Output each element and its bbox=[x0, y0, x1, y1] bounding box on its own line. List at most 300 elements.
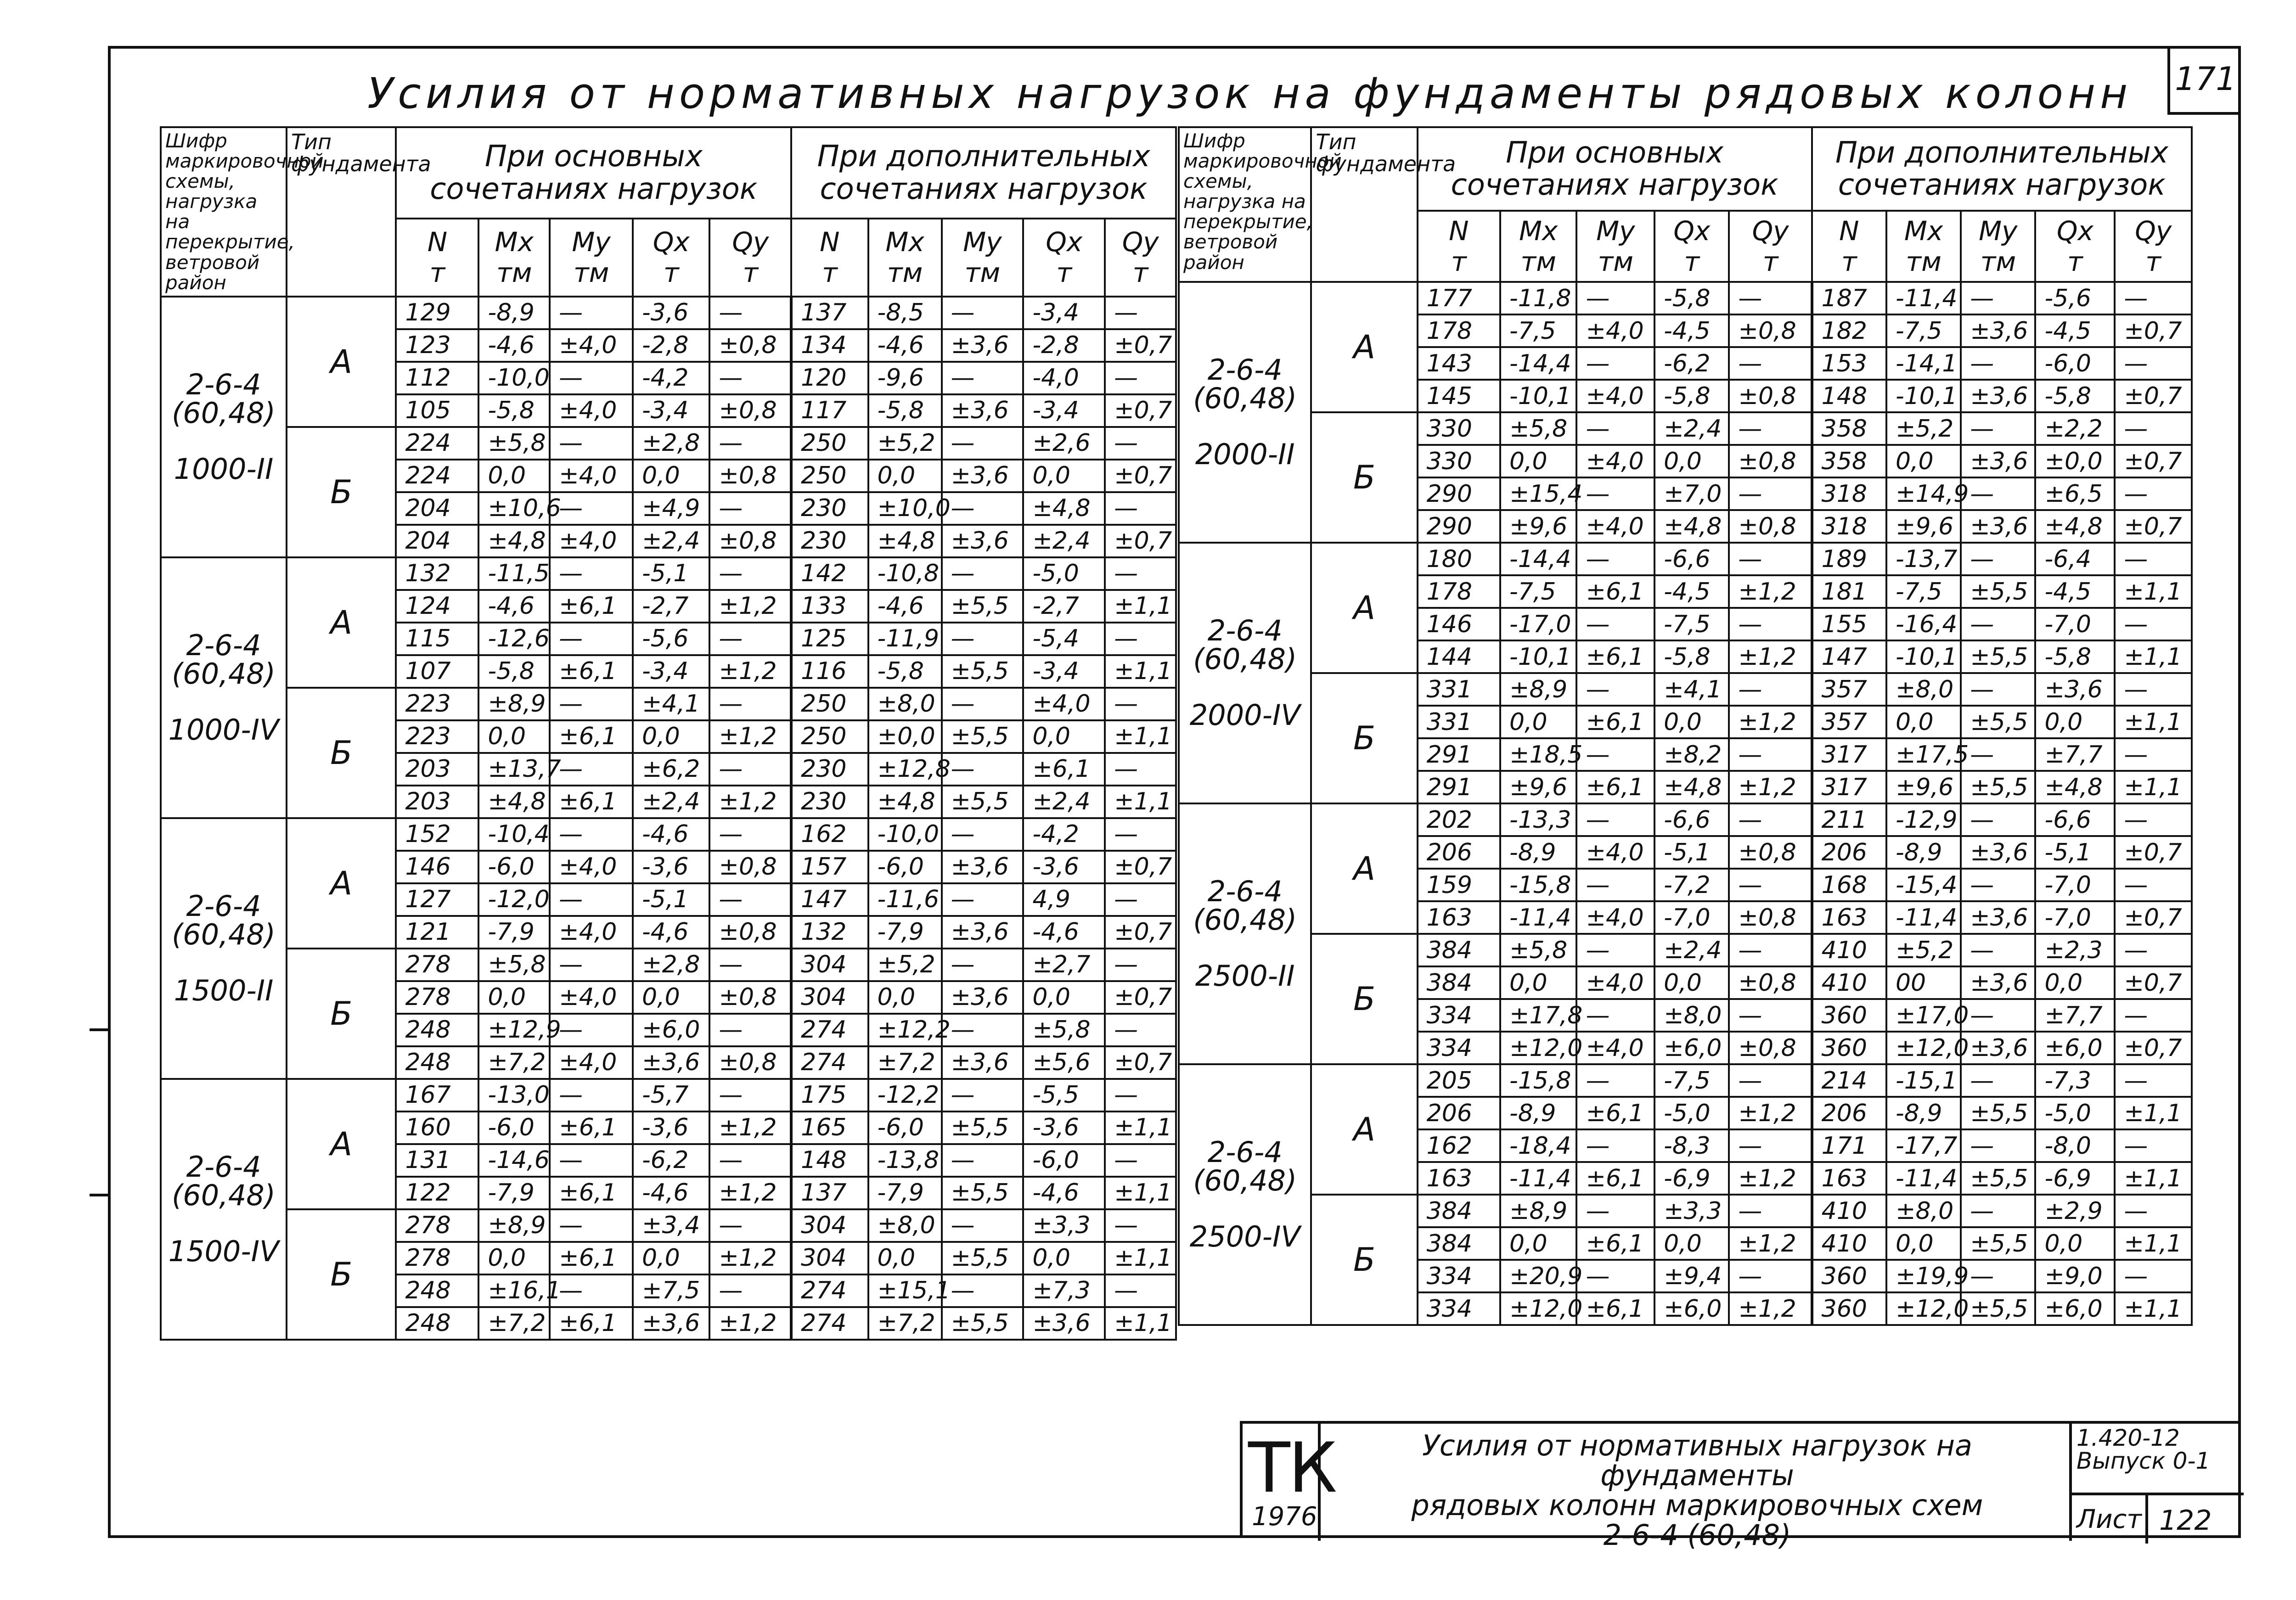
table-cell: 121 bbox=[396, 916, 478, 949]
table-cell: -6,0 bbox=[868, 851, 942, 883]
header-col-unit: тм bbox=[573, 257, 609, 288]
table-cell: ±0,7 bbox=[1105, 1046, 1176, 1079]
table-cell: 304 bbox=[791, 949, 868, 981]
table-cell: -12,6 bbox=[478, 623, 550, 655]
header-col-mx bbox=[1500, 211, 1577, 282]
table-cell: — bbox=[1105, 557, 1176, 590]
table-cell: ±6,0 bbox=[1654, 1032, 1729, 1064]
header-col-name: Mx bbox=[1519, 215, 1558, 247]
table-cell: ±1,2 bbox=[709, 590, 791, 623]
table-cell: -3,6 bbox=[633, 1112, 709, 1144]
row-group-label bbox=[161, 557, 287, 818]
table-cell: -4,5 bbox=[1654, 314, 1729, 347]
table-cell: — bbox=[942, 1014, 1024, 1046]
header-col-unit: тм bbox=[1980, 246, 2016, 277]
table-cell: -3,6 bbox=[1023, 851, 1105, 883]
table-cell: — bbox=[1729, 934, 1812, 966]
table-cell: — bbox=[1961, 999, 2035, 1032]
table-cell: ±5,8 bbox=[478, 949, 550, 981]
table-cell: ±0,7 bbox=[1105, 525, 1176, 557]
table-cell: ±4,8 bbox=[2035, 510, 2115, 543]
table-cell: — bbox=[1729, 738, 1812, 771]
row-group-label bbox=[161, 297, 287, 557]
table-cell: ±4,0 bbox=[1023, 688, 1105, 720]
table-cell: 250 bbox=[791, 720, 868, 753]
table-cell: — bbox=[550, 1014, 633, 1046]
table-cell: -5,8 bbox=[1654, 640, 1729, 673]
header-col-unit: т bbox=[743, 257, 759, 288]
table-cell: 162 bbox=[1418, 1129, 1500, 1162]
table-cell: -4,6 bbox=[1023, 916, 1105, 949]
table-cell: — bbox=[550, 557, 633, 590]
table-cell: ±12,0 bbox=[1500, 1032, 1577, 1064]
header-col-name: N bbox=[820, 226, 840, 258]
table-cell: — bbox=[942, 1274, 1024, 1307]
table-cell: 384 bbox=[1418, 934, 1500, 966]
table-cell: -9,6 bbox=[868, 362, 942, 394]
table-cell: — bbox=[2115, 1260, 2192, 1292]
table-cell: ±4,0 bbox=[1576, 380, 1654, 412]
table-cell: ±4,0 bbox=[550, 460, 633, 492]
table-cell: 189 bbox=[1812, 543, 1886, 575]
header-col-name: Qy bbox=[1752, 215, 1789, 247]
desc-line-2: рядовых колонн маркировочных схем bbox=[1411, 1488, 1983, 1522]
table-cell: ±0,7 bbox=[1105, 851, 1176, 883]
table-cell: 116 bbox=[791, 655, 868, 688]
table-cell: — bbox=[1729, 673, 1812, 706]
table-cell: -7,5 bbox=[1886, 575, 1961, 608]
group-load: 1000-II bbox=[174, 452, 274, 486]
table-cell: — bbox=[709, 1274, 791, 1307]
table-cell: ±2,4 bbox=[1023, 786, 1105, 818]
table-cell: -7,0 bbox=[2035, 608, 2115, 640]
table-cell: 127 bbox=[396, 883, 478, 916]
table-cell: 180 bbox=[1418, 543, 1500, 575]
table-cell: 331 bbox=[1418, 706, 1500, 738]
table-cell: ±10,0 bbox=[868, 492, 942, 525]
table-cell: ±6,1 bbox=[1023, 753, 1105, 786]
header-col-unit: т bbox=[1056, 257, 1072, 288]
foundation-type: А bbox=[1311, 1064, 1417, 1195]
table-cell: -5,1 bbox=[1654, 836, 1729, 869]
header-col-unit: т bbox=[822, 257, 838, 288]
table-cell: ±0,7 bbox=[1105, 916, 1176, 949]
table-cell: — bbox=[2115, 543, 2192, 575]
table-cell: -11,4 bbox=[1500, 901, 1577, 934]
table-cell: -4,5 bbox=[2035, 575, 2115, 608]
table-cell: — bbox=[942, 753, 1024, 786]
table-cell: ±1,2 bbox=[1729, 575, 1812, 608]
table-cell: ±5,2 bbox=[868, 949, 942, 981]
tk-logo-letters: ТК bbox=[1248, 1428, 1336, 1508]
table-cell: — bbox=[1105, 949, 1176, 981]
table-cell: -7,3 bbox=[2035, 1064, 2115, 1097]
foundation-type: Б bbox=[1311, 934, 1417, 1064]
header-col-my bbox=[1576, 211, 1654, 282]
table-cell: 148 bbox=[791, 1144, 868, 1177]
table-cell: 360 bbox=[1812, 1292, 1886, 1325]
table-cell: 125 bbox=[791, 623, 868, 655]
table-cell: — bbox=[709, 362, 791, 394]
desc-line-3: 2-6-4 (60,48) bbox=[1603, 1518, 1791, 1552]
table-cell: — bbox=[550, 883, 633, 916]
group-load: 2500-IV bbox=[1189, 1220, 1300, 1253]
table-cell: — bbox=[709, 297, 791, 329]
table-row bbox=[161, 297, 1176, 329]
table-cell: 0,0 bbox=[1023, 460, 1105, 492]
table-cell: ±4,1 bbox=[1654, 673, 1729, 706]
table-cell: — bbox=[942, 297, 1024, 329]
table-cell: — bbox=[942, 688, 1024, 720]
table-cell: 291 bbox=[1418, 771, 1500, 803]
loads-table-left bbox=[160, 126, 1177, 1341]
table-cell: — bbox=[1961, 282, 2035, 314]
table-cell: — bbox=[1105, 883, 1176, 916]
table-cell: -14,6 bbox=[478, 1144, 550, 1177]
table-cell: ±5,5 bbox=[1961, 575, 2035, 608]
table-cell: -4,5 bbox=[2035, 314, 2115, 347]
header-col-name: My bbox=[1596, 215, 1635, 247]
table-cell: 206 bbox=[1812, 1097, 1886, 1129]
table-cell: ±4,8 bbox=[868, 786, 942, 818]
table-cell: -11,8 bbox=[1500, 282, 1577, 314]
table-cell: -7,5 bbox=[1654, 1064, 1729, 1097]
table-cell: -5,8 bbox=[1654, 380, 1729, 412]
table-cell: — bbox=[942, 883, 1024, 916]
table-cell: 304 bbox=[791, 1209, 868, 1242]
table-cell: -7,0 bbox=[1654, 901, 1729, 934]
table-cell: — bbox=[709, 1209, 791, 1242]
table-cell: ±0,7 bbox=[2115, 510, 2192, 543]
table-cell: -13,7 bbox=[1886, 543, 1961, 575]
table-cell: -7,0 bbox=[2035, 869, 2115, 901]
header-col-unit: т bbox=[1132, 257, 1148, 288]
table-cell: — bbox=[1729, 1129, 1812, 1162]
table-cell: ±4,8 bbox=[478, 525, 550, 557]
table-cell: ±7,2 bbox=[478, 1307, 550, 1340]
table-cell: -15,1 bbox=[1886, 1064, 1961, 1097]
table-cell: — bbox=[2115, 803, 2192, 836]
table-cell: ±15,4 bbox=[1500, 477, 1577, 510]
table-cell: 334 bbox=[1418, 1032, 1500, 1064]
table-cell: ±15,1 bbox=[868, 1274, 942, 1307]
table-cell: — bbox=[550, 492, 633, 525]
table-cell: ±9,4 bbox=[1654, 1260, 1729, 1292]
group-code: 2-6-4 bbox=[186, 628, 261, 662]
table-cell: 0,0 bbox=[633, 1242, 709, 1274]
table-cell: ±8,9 bbox=[1500, 673, 1577, 706]
table-cell: — bbox=[1961, 477, 2035, 510]
table-cell: 410 bbox=[1812, 966, 1886, 999]
table-cell: 384 bbox=[1418, 1195, 1500, 1227]
table-cell: ±6,1 bbox=[550, 1242, 633, 1274]
row-group-label bbox=[161, 818, 287, 1079]
table-cell: 250 bbox=[791, 688, 868, 720]
table-cell: — bbox=[709, 623, 791, 655]
table-cell: — bbox=[1961, 869, 2035, 901]
table-cell: ±0,8 bbox=[1729, 380, 1812, 412]
table-cell: ±5,5 bbox=[1961, 1162, 2035, 1195]
table-cell: — bbox=[709, 1014, 791, 1046]
table-cell: ±1,1 bbox=[2115, 575, 2192, 608]
table-cell: ±18,5 bbox=[1500, 738, 1577, 771]
table-cell: ±7,2 bbox=[478, 1046, 550, 1079]
table-cell: ±13,7 bbox=[478, 753, 550, 786]
table-cell: 181 bbox=[1812, 575, 1886, 608]
table-cell: — bbox=[709, 753, 791, 786]
table-cell: ±12,9 bbox=[478, 1014, 550, 1046]
header-col-name: N bbox=[1449, 215, 1469, 247]
header-col-name: My bbox=[572, 226, 611, 258]
table-cell: ±1,1 bbox=[2115, 1227, 2192, 1260]
table-cell: 105 bbox=[396, 394, 478, 427]
table-row bbox=[161, 557, 1176, 590]
table-cell: ±4,0 bbox=[1576, 901, 1654, 934]
table-cell: ±4,1 bbox=[633, 688, 709, 720]
table-cell: — bbox=[550, 362, 633, 394]
table-cell: -5,1 bbox=[633, 883, 709, 916]
table-cell: -6,0 bbox=[2035, 347, 2115, 380]
issue-label: Выпуск 0-1 bbox=[2077, 1448, 2211, 1474]
header-basic-combinations: При основных сочетаниях нагрузок bbox=[1418, 127, 1812, 211]
table-cell: ±1,2 bbox=[709, 1177, 791, 1209]
table-row bbox=[1179, 1195, 2192, 1227]
table-cell: — bbox=[1576, 869, 1654, 901]
table-cell: ±12,2 bbox=[868, 1014, 942, 1046]
table-cell: ±6,1 bbox=[1576, 1097, 1654, 1129]
table-cell: ±3,6 bbox=[942, 916, 1024, 949]
table-cell: 178 bbox=[1418, 314, 1500, 347]
table-cell: 0,0 bbox=[1654, 1227, 1729, 1260]
table-cell: ±0,7 bbox=[1105, 981, 1176, 1014]
table-cell: ±4,8 bbox=[2035, 771, 2115, 803]
table-cell: 202 bbox=[1418, 803, 1500, 836]
table-cell: -2,7 bbox=[1023, 590, 1105, 623]
table-cell: 205 bbox=[1418, 1064, 1500, 1097]
table-cell: ±3,6 bbox=[942, 460, 1024, 492]
table-cell: 330 bbox=[1418, 445, 1500, 477]
table-cell: — bbox=[550, 1144, 633, 1177]
table-cell: -3,6 bbox=[633, 297, 709, 329]
header-col-n bbox=[1418, 211, 1500, 282]
table-cell: 0,0 bbox=[1023, 1242, 1105, 1274]
table-cell: 331 bbox=[1418, 673, 1500, 706]
table-cell: ±5,5 bbox=[1961, 706, 2035, 738]
table-cell: -16,4 bbox=[1886, 608, 1961, 640]
table-cell: ±4,0 bbox=[1576, 1032, 1654, 1064]
table-cell: ±7,7 bbox=[2035, 738, 2115, 771]
table-cell: ±1,2 bbox=[1729, 706, 1812, 738]
table-cell: 0,0 bbox=[868, 1242, 942, 1274]
row-group-label bbox=[1179, 1064, 1311, 1325]
table-cell: — bbox=[2115, 673, 2192, 706]
table-cell: ±6,1 bbox=[550, 590, 633, 623]
table-cell: 165 bbox=[791, 1112, 868, 1144]
table-row bbox=[161, 427, 1176, 460]
table-cell: -4,2 bbox=[633, 362, 709, 394]
table-cell: 182 bbox=[1812, 314, 1886, 347]
table-cell: ±1,2 bbox=[1729, 1227, 1812, 1260]
table-cell: -4,6 bbox=[633, 818, 709, 851]
table-cell: 214 bbox=[1812, 1064, 1886, 1097]
group-sub: (60,48) bbox=[172, 917, 276, 951]
table-cell: — bbox=[1961, 934, 2035, 966]
table-cell: — bbox=[1105, 427, 1176, 460]
table-cell: 357 bbox=[1812, 706, 1886, 738]
table-cell: ±5,5 bbox=[1961, 1097, 2035, 1129]
table-row bbox=[1179, 934, 2192, 966]
table-cell: ±4,0 bbox=[550, 916, 633, 949]
table-cell: 187 bbox=[1812, 282, 1886, 314]
header-col-unit: тм bbox=[1520, 246, 1556, 277]
table-cell: ±0,7 bbox=[2115, 380, 2192, 412]
table-cell: -6,0 bbox=[478, 851, 550, 883]
table-cell: 224 bbox=[396, 427, 478, 460]
table-cell: — bbox=[550, 688, 633, 720]
table-cell: — bbox=[1576, 477, 1654, 510]
row-group-label bbox=[1179, 803, 1311, 1064]
table-cell: 160 bbox=[396, 1112, 478, 1144]
group-code: 2-6-4 bbox=[1207, 1135, 1283, 1169]
table-cell: 360 bbox=[1812, 999, 1886, 1032]
table-cell: ±2,2 bbox=[2035, 412, 2115, 445]
table-cell: -10,8 bbox=[868, 557, 942, 590]
table-cell: 0,0 bbox=[1500, 966, 1577, 999]
table-cell: — bbox=[942, 1079, 1024, 1112]
table-cell: 410 bbox=[1812, 934, 1886, 966]
table-cell: 0,0 bbox=[478, 981, 550, 1014]
table-cell: 274 bbox=[791, 1014, 868, 1046]
table-cell: 0,0 bbox=[478, 1242, 550, 1274]
table-cell: -6,0 bbox=[478, 1112, 550, 1144]
group-code: 2-6-4 bbox=[1207, 614, 1283, 647]
table-cell: 131 bbox=[396, 1144, 478, 1177]
table-cell: 223 bbox=[396, 688, 478, 720]
header-col-qx bbox=[1654, 211, 1729, 282]
table-cell: 147 bbox=[1812, 640, 1886, 673]
table-cell: — bbox=[550, 1209, 633, 1242]
table-cell: ±0,8 bbox=[1729, 836, 1812, 869]
table-cell: -2,8 bbox=[1023, 329, 1105, 362]
table-cell: 274 bbox=[791, 1046, 868, 1079]
table-cell: ±3,6 bbox=[1961, 1032, 2035, 1064]
table-cell: -4,6 bbox=[1023, 1177, 1105, 1209]
table-cell: ±3,6 bbox=[1961, 901, 2035, 934]
table-cell: ±17,0 bbox=[1886, 999, 1961, 1032]
group-load: 1000-IV bbox=[168, 713, 279, 747]
table-cell: 0,0 bbox=[633, 981, 709, 1014]
header-col-unit: т bbox=[1684, 246, 1700, 277]
table-cell: 146 bbox=[396, 851, 478, 883]
table-cell: -5,8 bbox=[478, 394, 550, 427]
foundation-type: А bbox=[287, 818, 396, 949]
table-cell: ±8,9 bbox=[478, 688, 550, 720]
table-cell: — bbox=[1105, 492, 1176, 525]
table-cell: ±0,8 bbox=[709, 394, 791, 427]
table-cell: — bbox=[709, 1144, 791, 1177]
table-row bbox=[1179, 412, 2192, 445]
table-cell: 0,0 bbox=[1654, 706, 1729, 738]
table-cell: 155 bbox=[1812, 608, 1886, 640]
table-cell: ±1,1 bbox=[2115, 640, 2192, 673]
table-cell: 334 bbox=[1418, 1260, 1500, 1292]
table-cell: 360 bbox=[1812, 1032, 1886, 1064]
table-cell: ±0,8 bbox=[709, 851, 791, 883]
table-cell: — bbox=[2115, 477, 2192, 510]
table-cell: ±3,4 bbox=[633, 1209, 709, 1242]
table-cell: — bbox=[1576, 1260, 1654, 1292]
table-cell: — bbox=[1729, 347, 1812, 380]
title-block-right bbox=[2069, 1424, 2241, 1541]
header-col-name: N bbox=[427, 226, 448, 258]
table-cell: ±1,1 bbox=[2115, 771, 2192, 803]
table-cell: ±6,5 bbox=[2035, 477, 2115, 510]
table-cell: ±2,7 bbox=[1023, 949, 1105, 981]
table-cell: — bbox=[550, 753, 633, 786]
table-cell: -7,5 bbox=[1500, 314, 1577, 347]
table-cell: — bbox=[1576, 282, 1654, 314]
group-load: 2000-II bbox=[1195, 438, 1295, 471]
table-cell: 0,0 bbox=[478, 720, 550, 753]
table-cell: 146 bbox=[1418, 608, 1500, 640]
table-cell: ±1,1 bbox=[2115, 1097, 2192, 1129]
table-cell: -8,0 bbox=[2035, 1129, 2115, 1162]
table-cell: -4,2 bbox=[1023, 818, 1105, 851]
table-cell: -7,5 bbox=[1886, 314, 1961, 347]
group-sub: (60,48) bbox=[1193, 1164, 1297, 1197]
table-cell: -5,8 bbox=[2035, 640, 2115, 673]
table-cell: ±8,0 bbox=[1886, 673, 1961, 706]
table-cell: ±0,7 bbox=[2115, 445, 2192, 477]
table-cell: ±4,8 bbox=[478, 786, 550, 818]
table-cell: ±0,7 bbox=[1105, 394, 1176, 427]
table-cell: -15,8 bbox=[1500, 1064, 1577, 1097]
table-cell: -7,5 bbox=[1654, 608, 1729, 640]
table-cell: ±4,0 bbox=[550, 525, 633, 557]
table-cell: ±1,2 bbox=[709, 1112, 791, 1144]
table-cell: -8,9 bbox=[1886, 1097, 1961, 1129]
header-col-my bbox=[1961, 211, 2035, 282]
foundation-type: Б bbox=[287, 688, 396, 818]
table-cell: ±2,4 bbox=[1654, 412, 1729, 445]
group-load: 2000-IV bbox=[1189, 698, 1300, 732]
table-cell: — bbox=[1961, 608, 2035, 640]
table-cell: -12,2 bbox=[868, 1079, 942, 1112]
table-cell: — bbox=[1105, 1079, 1176, 1112]
table-cell: ±0,8 bbox=[1729, 966, 1812, 999]
table-cell: ±5,8 bbox=[1500, 412, 1577, 445]
table-cell: — bbox=[1961, 738, 2035, 771]
foundation-type: А bbox=[1311, 803, 1417, 934]
header-col-my bbox=[550, 219, 633, 297]
table-cell: 360 bbox=[1812, 1260, 1886, 1292]
table-cell: ±7,2 bbox=[868, 1307, 942, 1340]
row-group-label bbox=[1179, 282, 1311, 543]
table-cell: 304 bbox=[791, 981, 868, 1014]
table-cell: -3,4 bbox=[1023, 394, 1105, 427]
table-cell: ±8,0 bbox=[868, 1209, 942, 1242]
foundation-type: Б bbox=[1311, 412, 1417, 543]
table-cell: -3,4 bbox=[633, 655, 709, 688]
table-cell: — bbox=[1729, 282, 1812, 314]
table-cell: 0,0 bbox=[2035, 1227, 2115, 1260]
table-cell: 204 bbox=[396, 525, 478, 557]
header-col-name: Qx bbox=[1673, 215, 1711, 247]
table-cell: ±6,1 bbox=[1576, 1162, 1654, 1195]
table-cell: -8,5 bbox=[868, 297, 942, 329]
table-cell: ±5,8 bbox=[1023, 1014, 1105, 1046]
group-load: 1500-IV bbox=[168, 1234, 279, 1268]
